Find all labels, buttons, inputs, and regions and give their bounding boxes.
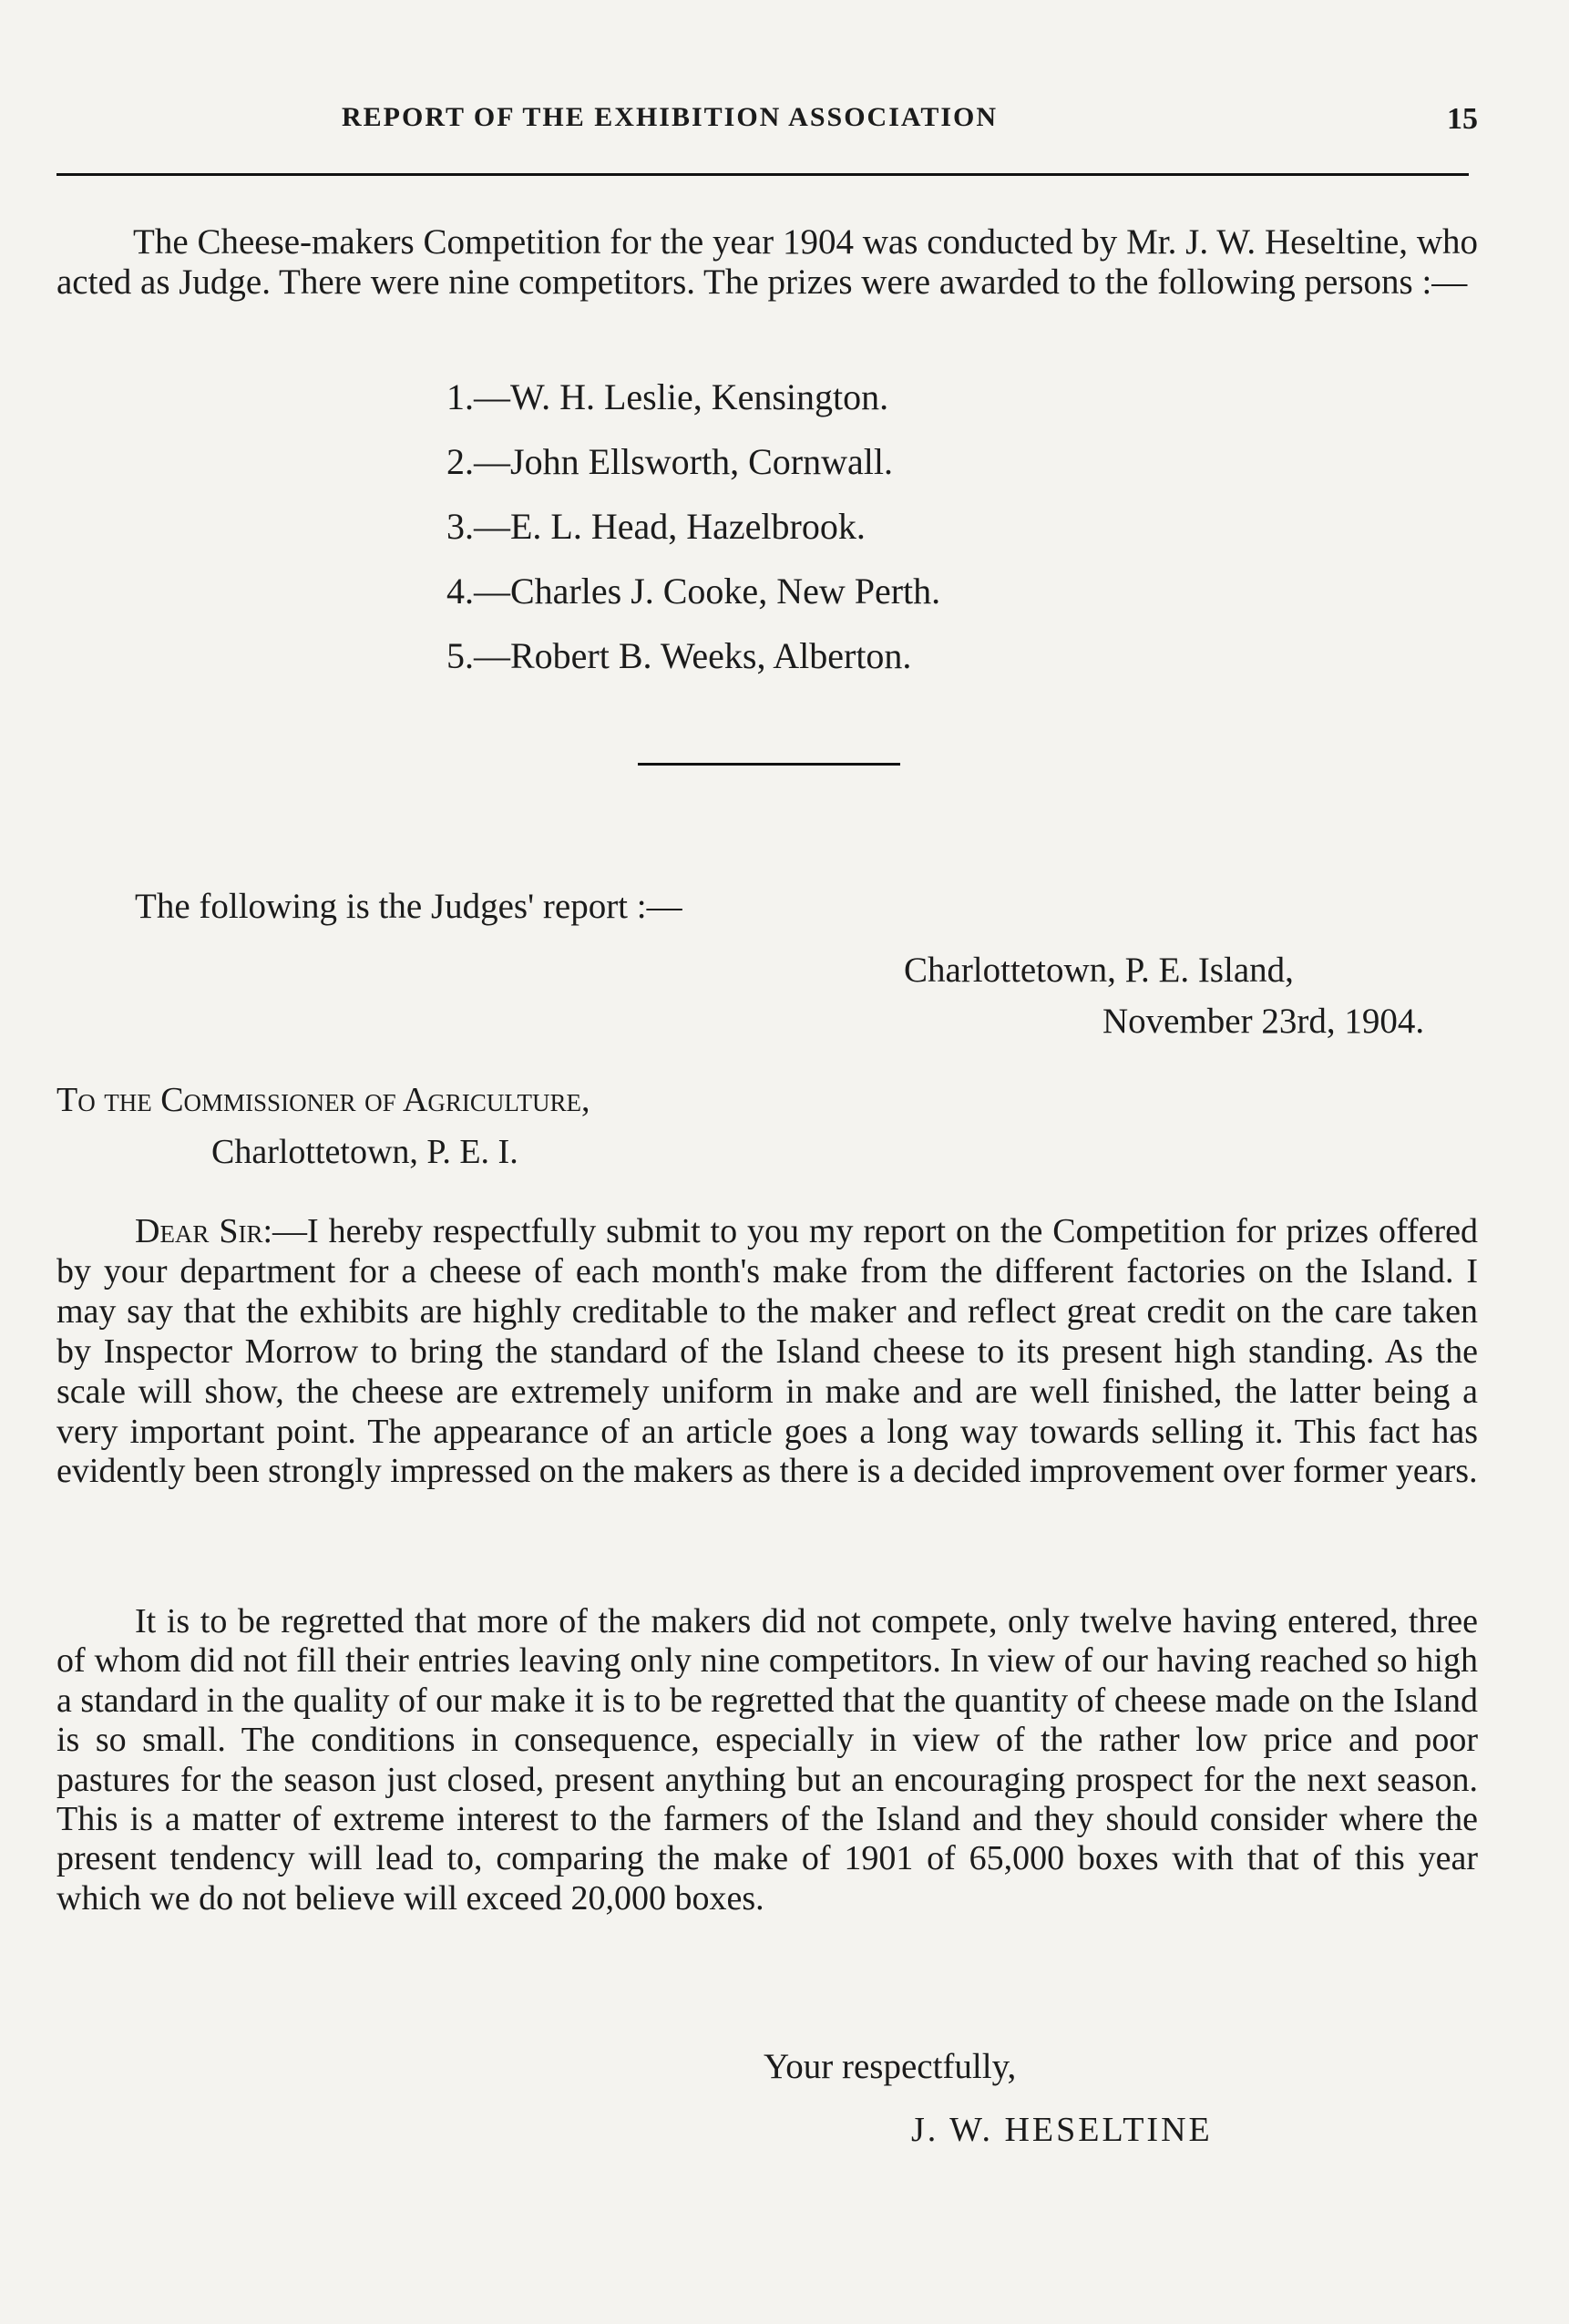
letter-closing: Your respectfully, xyxy=(764,2047,1017,2086)
letter-addressee: To the Commissioner of Agriculture, xyxy=(56,1081,590,1119)
section-divider xyxy=(638,763,900,766)
report-intro-line: The following is the Judges' report :— xyxy=(135,887,682,926)
letter-paragraph-1-text: —I hereby respectfully submit to you my report on the Competition for prizes offered by your department for a cheese of each month's make from the different factories on the Island. I may say that the exhibits are highly creditable to the maker and reflect great credit on the care taken by Inspector Morrow to bring the standard of the Island cheese to its present high standing. As the scale will show, the cheese are extremely uniform in make and are well finished, the latter being a very important point. The appearance of an article goes a long way towards selling it. This fact has evidently been strongly impressed on the makers as there is a decided improvement over former years. xyxy=(56,1212,1478,1491)
letter-place: Charlottetown, P. E. Island, xyxy=(904,951,1294,990)
running-head: REPORT OF THE EXHIBITION ASSOCIATION xyxy=(342,102,999,132)
prize-item-5: 5.—Robert B. Weeks, Alberton. xyxy=(446,635,912,676)
letter-date: November 23rd, 1904. xyxy=(1102,1002,1425,1041)
prize-item-3: 3.—E. L. Head, Hazelbrook. xyxy=(446,506,866,547)
letter-salutation: Dear Sir: xyxy=(135,1212,273,1250)
prize-item-1: 1.—W. H. Leslie, Kensington. xyxy=(446,376,889,417)
prize-item-2: 2.—John Ellsworth, Cornwall. xyxy=(446,441,893,482)
letter-addressee-city: Charlottetown, P. E. I. xyxy=(211,1133,518,1171)
header-rule xyxy=(56,173,1469,176)
letter-paragraph-1 xyxy=(56,1212,1478,1492)
letter-signature: J. W. HESELTINE xyxy=(911,2111,1213,2149)
page-number: 15 xyxy=(1447,102,1478,136)
letter-paragraph-2: It is to be regretted that more of the makers did not compete, only twelve having entered, three of whom did not fill their entries leaving only nine competitors. In view of our having reached so high a standard in the quality of our make it is to be regretted that the quantity of cheese made on the Island is so small. The conditions in consequence, especially in view of the rather low price and poor pastures for the season just closed, present anything but an encouraging prospect for the next season. This is a matter of extreme interest to the farmers of the Island and they should consider where the present tendency will lead to, comparing the make of 1901 of 65,000 boxes with that of this year which we do not believe will exceed 20,000 boxes. xyxy=(56,1602,1478,1918)
intro-paragraph: The Cheese-makers Competition for the year 1904 was conducted by Mr. J. W. Heseltine, who acted as Judge. There were nine competitors. The prizes were awarded to the following persons :— xyxy=(56,222,1478,302)
prize-item-4: 4.—Charles J. Cooke, New Perth. xyxy=(446,571,941,612)
prize-list xyxy=(446,365,940,688)
